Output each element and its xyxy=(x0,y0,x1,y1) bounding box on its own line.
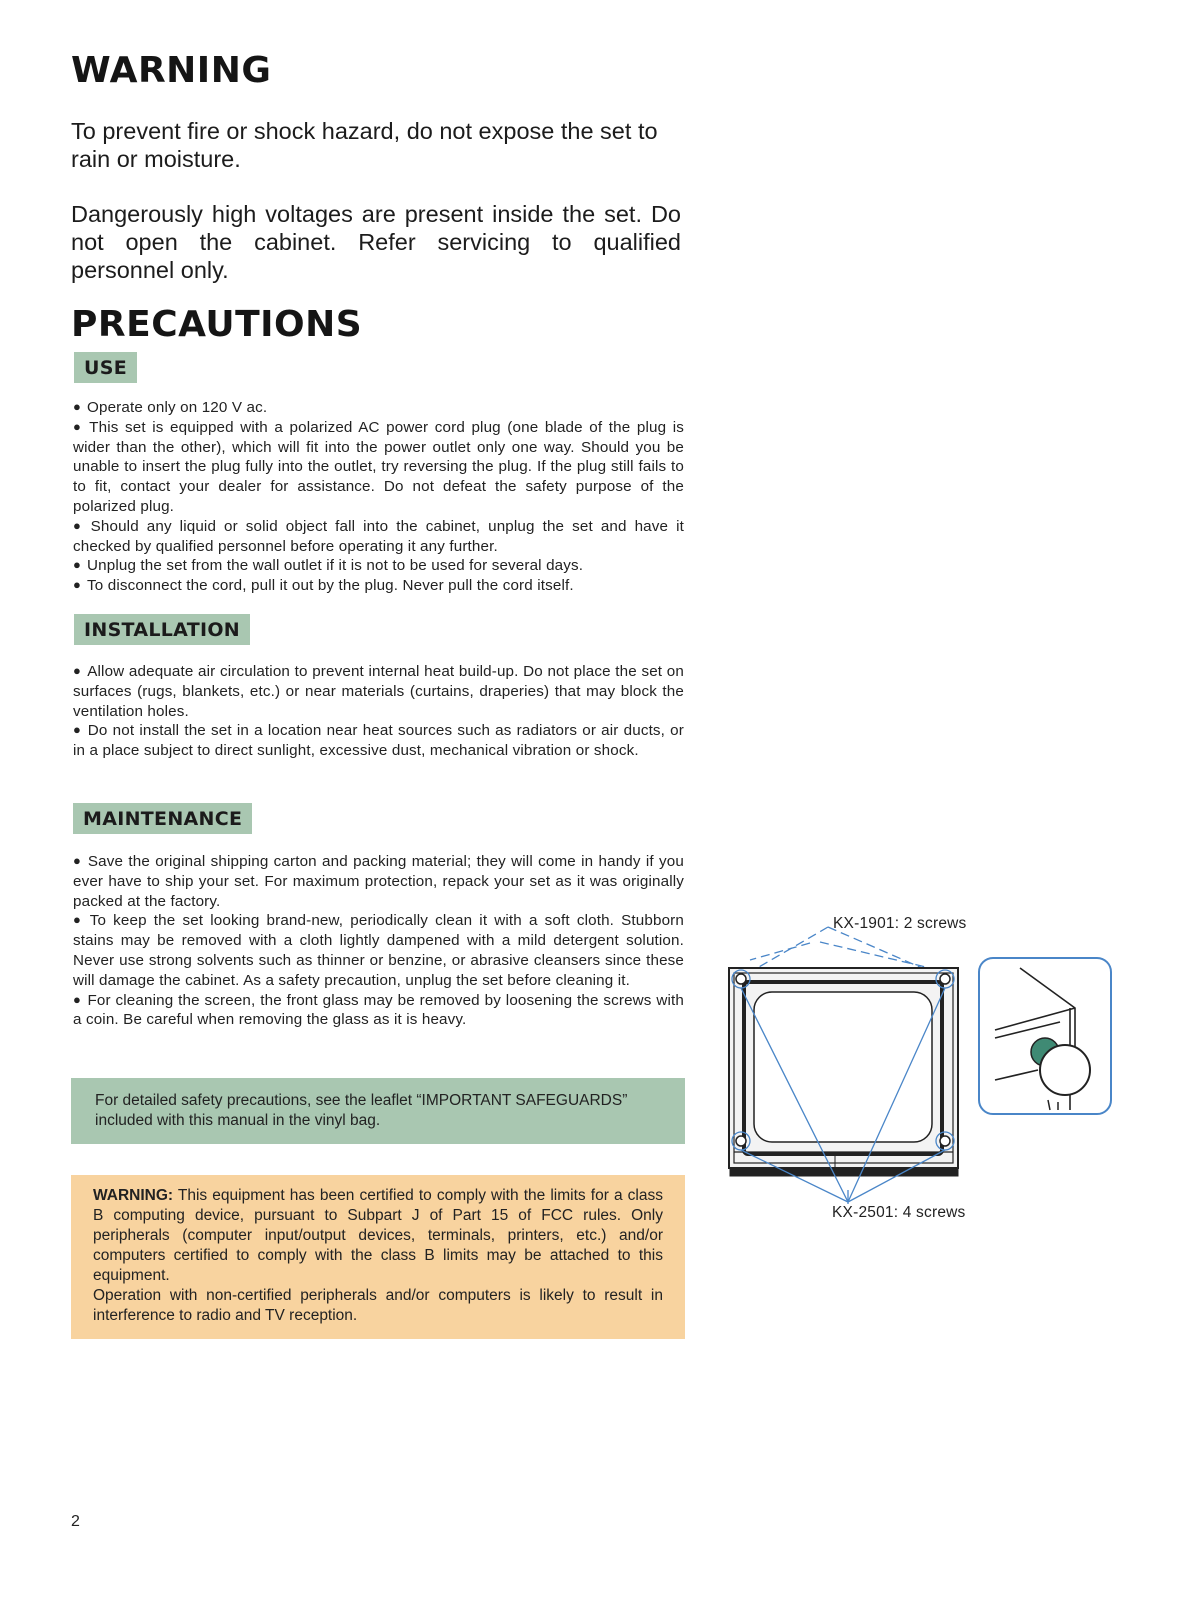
fcc-warning-text-2: Operation with non-certified peripherals and/or computers is likely to result in interference to radio and TV reception. xyxy=(93,1287,663,1324)
fcc-warning-body: This equipment has been certified to comply with the limits for a class B computing device, pursuant to Subpart J of Part 15 of FCC rules. Only peripherals (computer input/output devices, terminals, printers, etc.) and/or computers certified to comply with the class B limits may be attached to this equipment. xyxy=(93,1187,663,1284)
warning-heading: WARNING xyxy=(71,50,272,91)
warning-para-1: To prevent fire or shock hazard, do not expose the set to rain or moisture. xyxy=(71,118,658,172)
use-label: USE xyxy=(74,352,137,383)
maintenance-list xyxy=(73,852,684,1030)
coin-detail-inset xyxy=(979,958,1111,1114)
warning-para-2: Dangerously high voltages are present inside the set. Do not open the cabinet. Refer servicing to qualified personnel only. xyxy=(71,201,681,283)
maintenance-label: MAINTENANCE xyxy=(73,803,252,834)
installation-list xyxy=(73,662,684,761)
use-list xyxy=(73,398,684,596)
precautions-heading: PRECAUTIONS xyxy=(71,304,363,345)
page-number: 2 xyxy=(71,1513,80,1530)
list-item: ● To disconnect the cord, pull it out by the plug. Never pull the cord itself. xyxy=(73,576,684,596)
list-item: ● To keep the set looking brand-new, periodically clean it with a soft cloth. Stubborn stains may be removed with a cloth lightly dampened with a mild detergent solution. Never use strong solvents such as thinner or benzine, or abrasive cleansers since these will damage the cabinet. As a safety precaution, unplug the set before cleaning it. xyxy=(73,911,684,990)
list-item: ● This set is equipped with a polarized AC power cord plug (one blade of the plug is wider than the other), which will fit into the power outlet only one way. Should you be unable to insert the plug fully into the outlet, try reversing the plug. If the plug still fails to to fit, contact your dealer for assistance. Do not defeat the safety purpose of the polarized plug. xyxy=(73,418,684,517)
monitor-cabinet xyxy=(729,968,958,1176)
fcc-warning-label: WARNING: xyxy=(93,1187,174,1204)
caption-kx2501: KX-2501: 4 screws xyxy=(832,1204,966,1221)
fcc-warning-box xyxy=(71,1175,685,1339)
list-item: ● Should any liquid or solid object fall into the cabinet, unplug the set and have it checked by qualified personnel before operating it any further. xyxy=(73,517,684,557)
list-item: ● For cleaning the screen, the front glass may be removed by loosening the screws with a coin. Be careful when removing the glass as it is heavy. xyxy=(73,991,684,1031)
installation-label: INSTALLATION xyxy=(74,614,250,645)
safeguards-note: For detailed safety precautions, see the leaflet “IMPORTANT SAFEGUARDS” included with this manual in the vinyl bag. xyxy=(71,1078,685,1144)
fcc-warning-text xyxy=(93,1186,663,1286)
caption-kx1901: KX-1901: 2 screws xyxy=(833,915,967,932)
list-item: ● Allow adequate air circulation to prevent internal heat build-up. Do not place the set on surfaces (rugs, blankets, etc.) or near materials (curtains, draperies) that may block the ventilation holes. xyxy=(73,662,684,721)
list-item: ● Unplug the set from the wall outlet if it is not to be used for several days. xyxy=(73,556,684,576)
list-item: ● Do not install the set in a location near heat sources such as radiators or air ducts, or in a place subject to direct sunlight, excessive dust, mechanical vibration or shock. xyxy=(73,721,684,761)
list-item: ● Save the original shipping carton and packing material; they will come in handy if you ever have to ship your set. For maximum protection, repack your set as it was originally packed at the factory. xyxy=(73,852,684,911)
list-item: ● Operate only on 120 V ac. xyxy=(73,398,684,418)
monitor-screws-illustration xyxy=(720,920,1170,1210)
